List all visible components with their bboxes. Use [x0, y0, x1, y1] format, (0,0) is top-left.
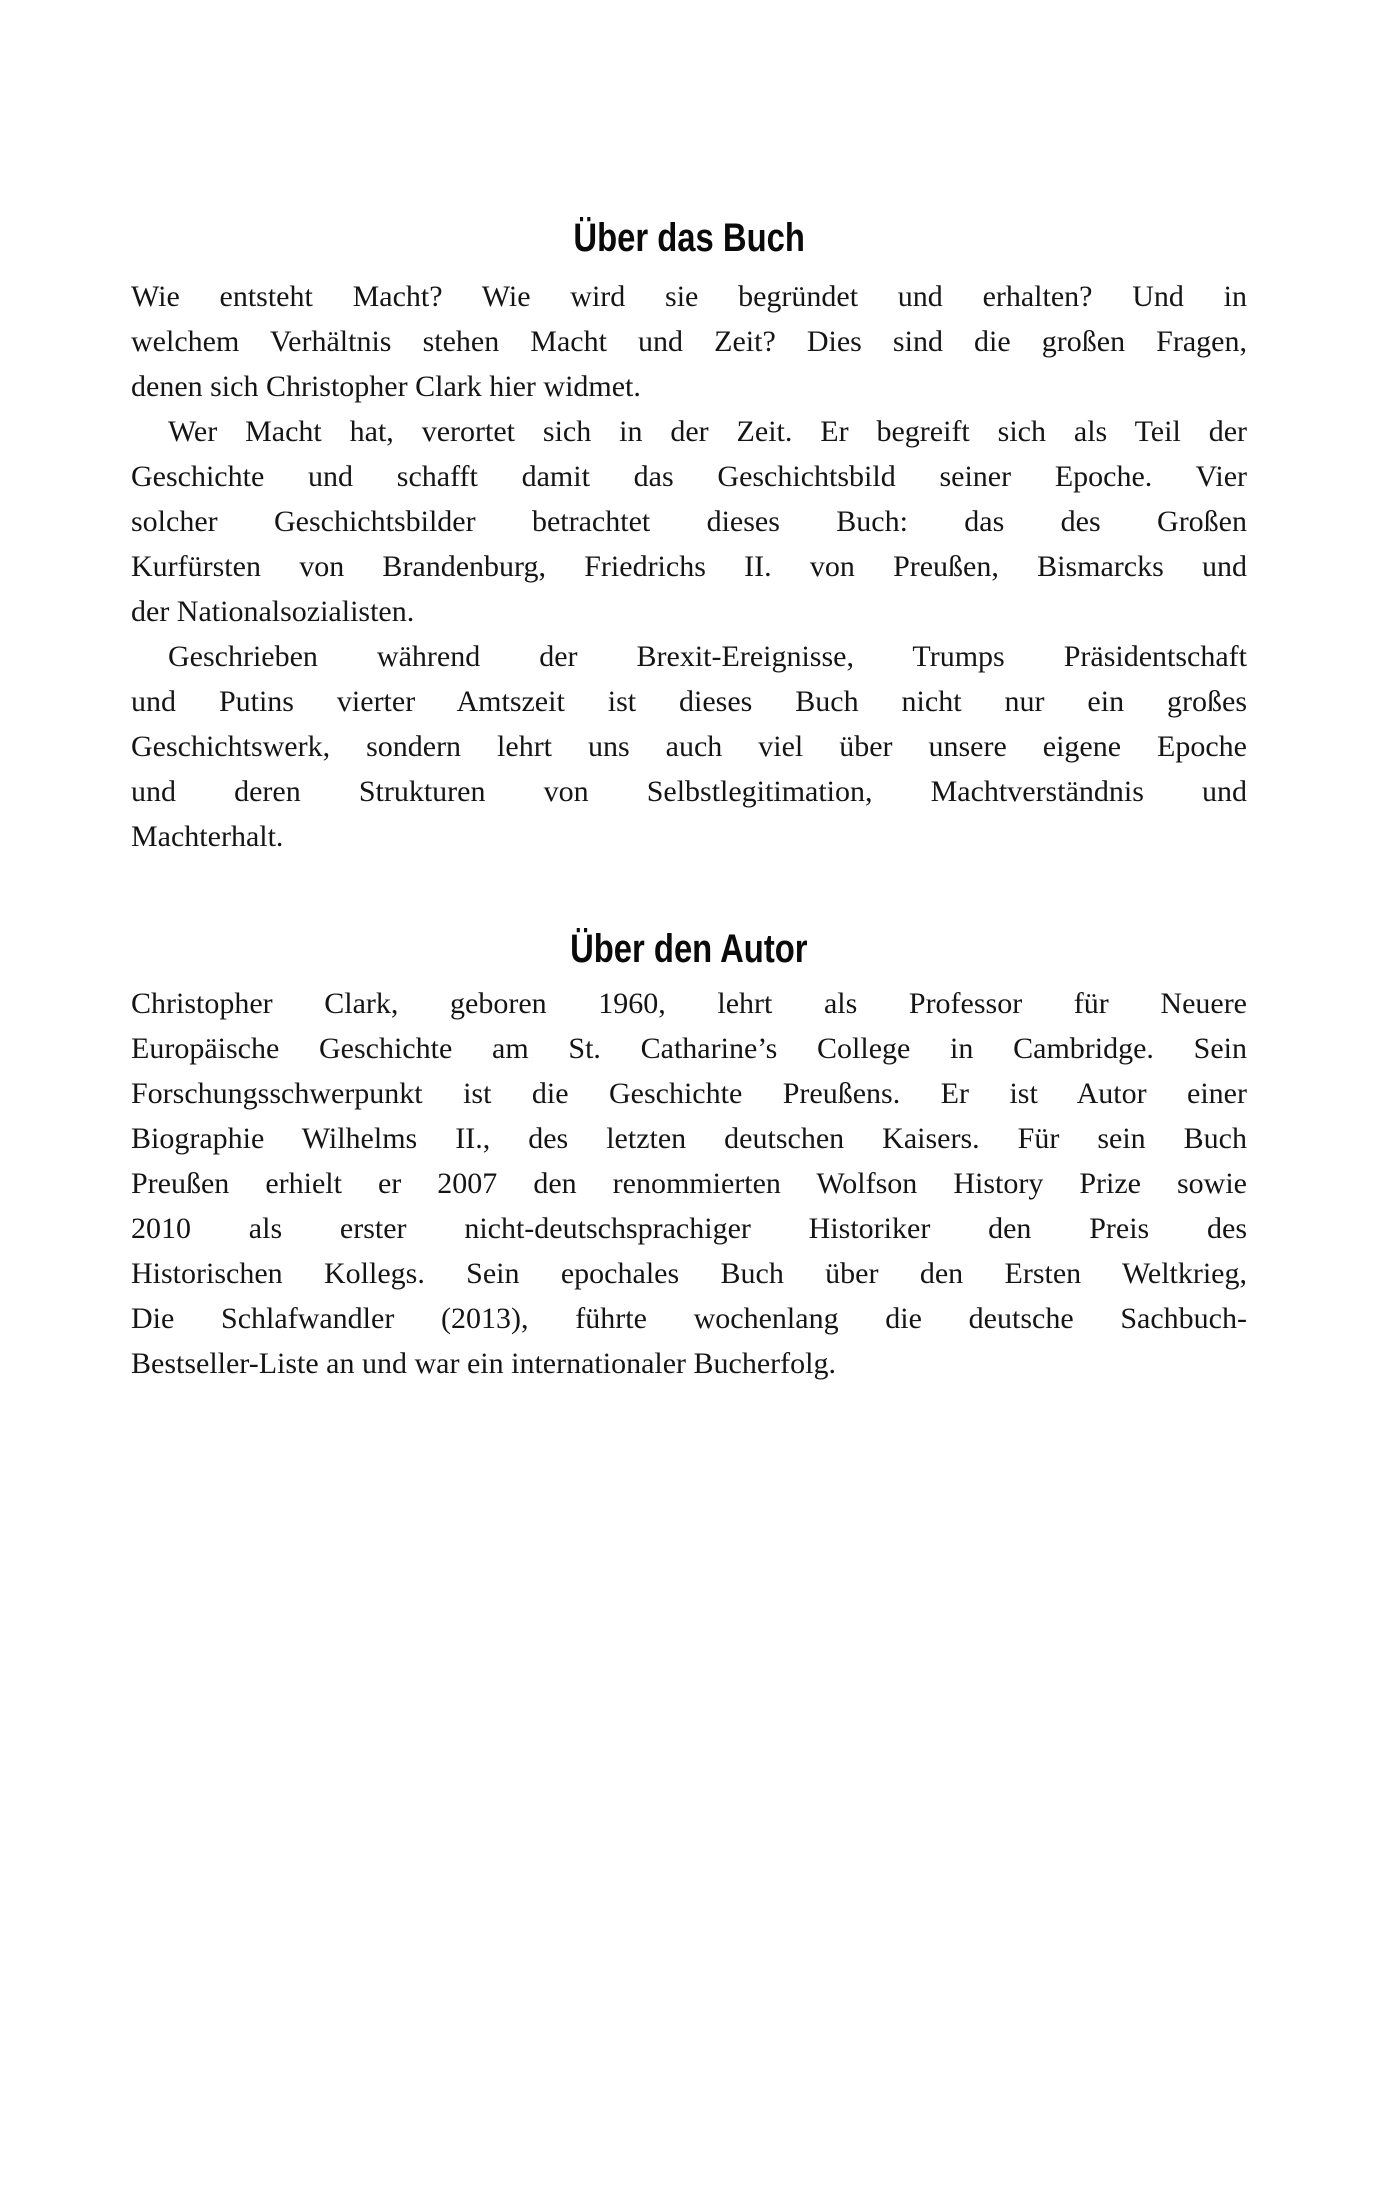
- text-line: und Putins vierter Amtszeit ist dieses Buch nicht nur ein großes: [131, 685, 1247, 718]
- text-line: denen sich Christopher Clark hier widmet.: [131, 370, 641, 403]
- text-line: Wie entsteht Macht? Wie wird sie begründet und erhalten? Und in: [131, 280, 1247, 313]
- text-line: Machterhalt.: [131, 820, 284, 853]
- text-line: Bestseller-Liste an und war ein internationaler Bucherfolg.: [131, 1347, 836, 1380]
- paragraph: [131, 274, 1247, 409]
- text-line: der Nationalsozialisten.: [131, 595, 415, 628]
- text-line: Geschichtswerk, sondern lehrt uns auch viel über unsere eigene Epoche: [131, 730, 1247, 763]
- text-line: Christopher Clark, geboren 1960, lehrt als Professor für Neuere: [131, 987, 1247, 1020]
- text-line: Forschungsschwerpunkt ist die Geschichte Preußens. Er ist Autor einer: [131, 1077, 1247, 1110]
- section-heading-about-book: [131, 216, 1247, 260]
- text-line: Kurfürsten von Brandenburg, Friedrichs II. von Preußen, Bismarcks und: [131, 550, 1247, 583]
- text-line: Wer Macht hat, verortet sich in der Zeit. Er begreift sich als Teil der: [168, 415, 1247, 448]
- paragraph: [131, 634, 1247, 859]
- text-line: Preußen erhielt er 2007 den renommierten Wolfson History Prize sowie: [131, 1167, 1247, 1200]
- section-heading-label: Über den Autor: [570, 927, 808, 971]
- text-line: Geschrieben während der Brexit-Ereignisse, Trumps Präsidentschaft: [168, 640, 1247, 673]
- paragraph: [131, 409, 1247, 634]
- text-line: Europäische Geschichte am St. Catharine’s College in Cambridge. Sein: [131, 1032, 1247, 1065]
- section-heading-label: Über das Buch: [573, 216, 805, 260]
- text-line: solcher Geschichtsbilder betrachtet dieses Buch: das des Großen: [131, 505, 1247, 538]
- text-line: Geschichte und schafft damit das Geschichtsbild seiner Epoche. Vier: [131, 460, 1247, 493]
- text-line: welchem Verhältnis stehen Macht und Zeit? Dies sind die großen Fragen,: [131, 325, 1247, 358]
- text-line: Historischen Kollegs. Sein epochales Buch über den Ersten Weltkrieg,: [131, 1257, 1247, 1290]
- text-line: Die Schlafwandler (2013), führte wochenlang die deutsche Sachbuch-: [131, 1302, 1247, 1335]
- section-heading-about-author: [131, 927, 1247, 971]
- paragraph: [131, 981, 1247, 1386]
- page-text-content: [131, 216, 1247, 1386]
- text-line: Biographie Wilhelms II., des letzten deutschen Kaisers. Für sein Buch: [131, 1122, 1247, 1155]
- text-line: 2010 als erster nicht-deutschsprachiger Historiker den Preis des: [131, 1212, 1247, 1245]
- text-line: und deren Strukturen von Selbstlegitimation, Machtverständnis und: [131, 775, 1247, 808]
